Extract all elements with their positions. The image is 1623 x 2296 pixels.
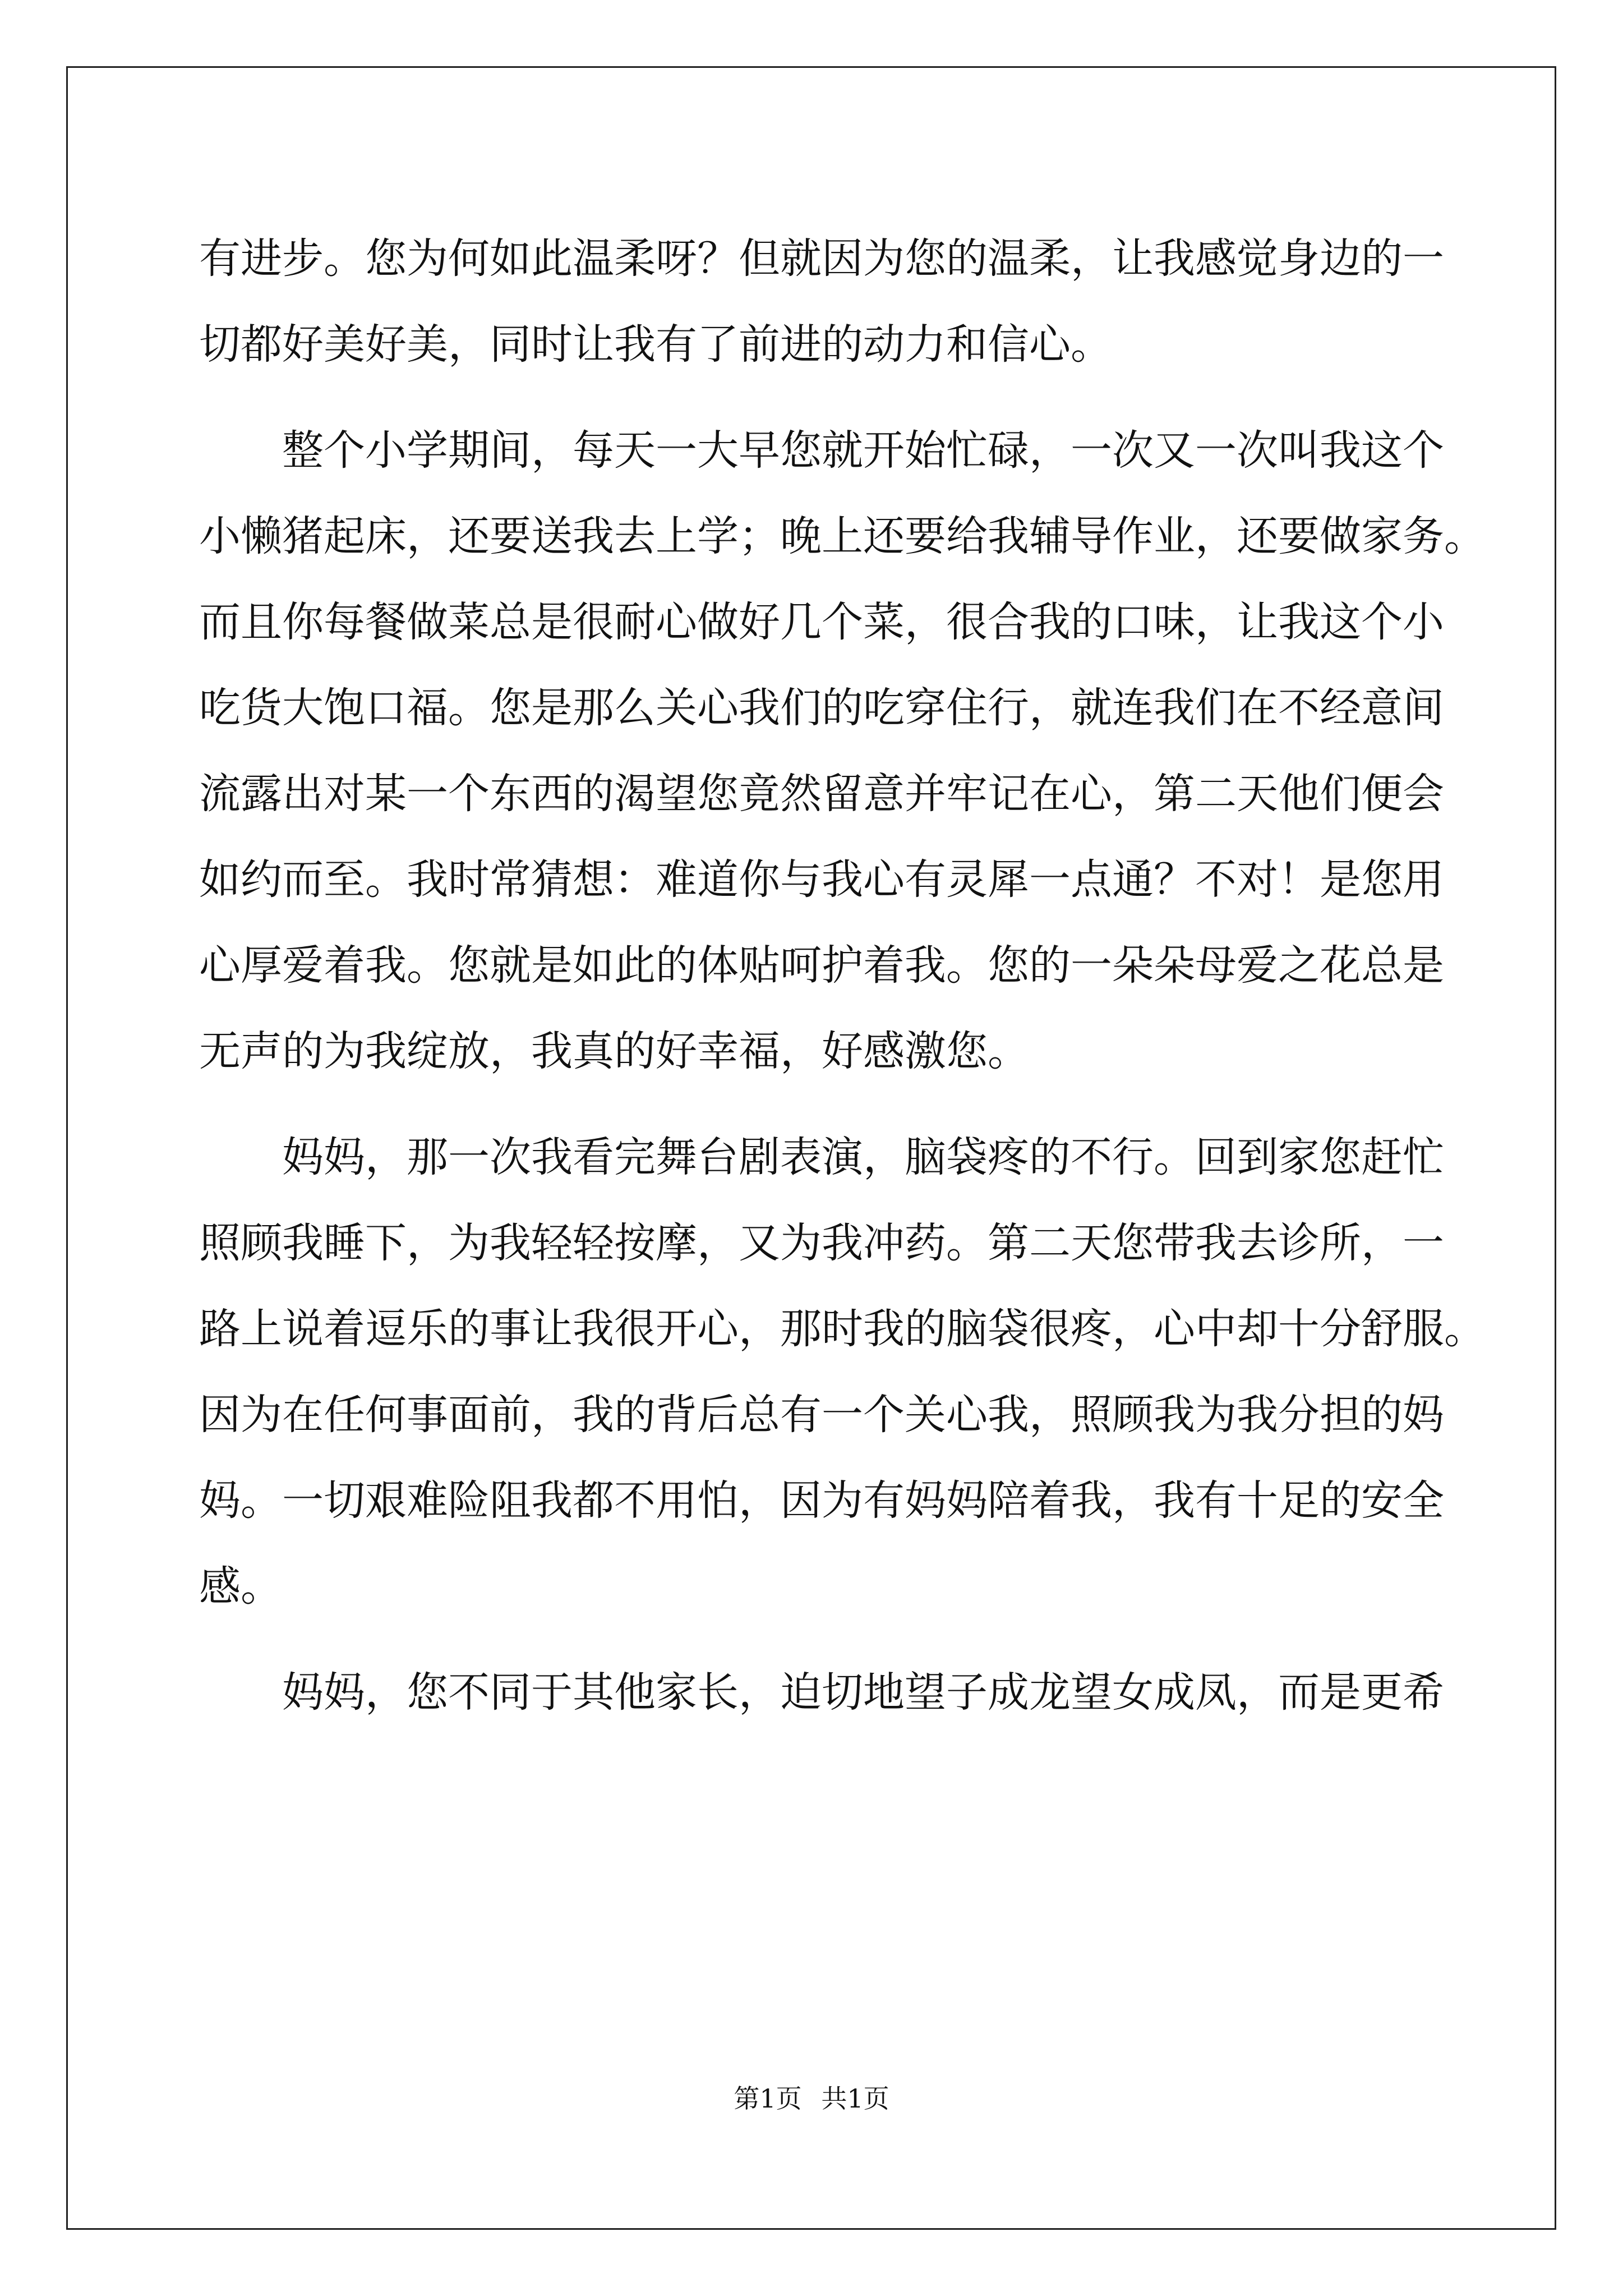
text-line: 小懒猪起床，还要送我去上学；晚上还要给我辅导作业，还要做家务。 (199, 512, 1486, 560)
text-line: 切都好美好美，同时让我有了前进的动力和信心。 (199, 320, 1112, 369)
text-line: 因为在任何事面前，我的背后总有一个关心我，照顾我为我分担的妈 (199, 1391, 1444, 1439)
text-line: 流露出对某一个东西的渴望您竟然留意并牢记在心，第二天他们便会 (199, 770, 1444, 818)
text-line: 如约而至。我时常猜想：难道你与我心有灵犀一点通？不对！是您用 (199, 855, 1444, 904)
page-total: 共1页 (821, 2083, 889, 2114)
paragraph (199, 1650, 1444, 1736)
page-footer (0, 2078, 1623, 2115)
paragraph (199, 216, 1444, 388)
text-line: 照顾我睡下，为我轻轻按摩，又为我冲药。第二天您带我去诊所，一 (199, 1219, 1444, 1267)
text-line: 而且你每餐做菜总是很耐心做好几个菜，很合我的口味，让我这个小 (199, 598, 1444, 646)
text-line: 心厚爱着我。您就是如此的体贴呵护着我。您的一朵朵母爱之花总是 (199, 941, 1444, 990)
text-line: 妈妈，那一次我看完舞台剧表演，脑袋疼的不行。回到家您赶忙 (199, 1133, 1444, 1181)
text-line: 有进步。您为何如此温柔呀？但就因为您的温柔，让我感觉身边的一 (199, 234, 1444, 283)
text-line: 无声的为我绽放，我真的好幸福，好感激您。 (199, 1027, 1029, 1075)
paragraph (199, 1115, 1486, 1630)
page-number: 第1页 (734, 2083, 802, 2114)
paragraph (199, 408, 1486, 1094)
text-line: 路上说着逗乐的事让我很开心，那时我的脑袋很疼，心中却十分舒服。 (199, 1305, 1486, 1353)
text-line: 妈。一切艰难险阻我都不用怕，因为有妈妈陪着我，我有十足的安全 (199, 1476, 1444, 1525)
text-line: 吃货大饱口福。您是那么关心我们的吃穿住行，就连我们在不经意间 (199, 684, 1444, 732)
text-line: 整个小学期间，每天一大早您就开始忙碌，一次又一次叫我这个 (199, 426, 1444, 475)
text-line: 感。 (199, 1562, 282, 1611)
text-line: 妈妈，您不同于其他家长，迫切地望子成龙望女成凤，而是更希 (199, 1668, 1444, 1717)
document-body (199, 216, 1486, 1736)
